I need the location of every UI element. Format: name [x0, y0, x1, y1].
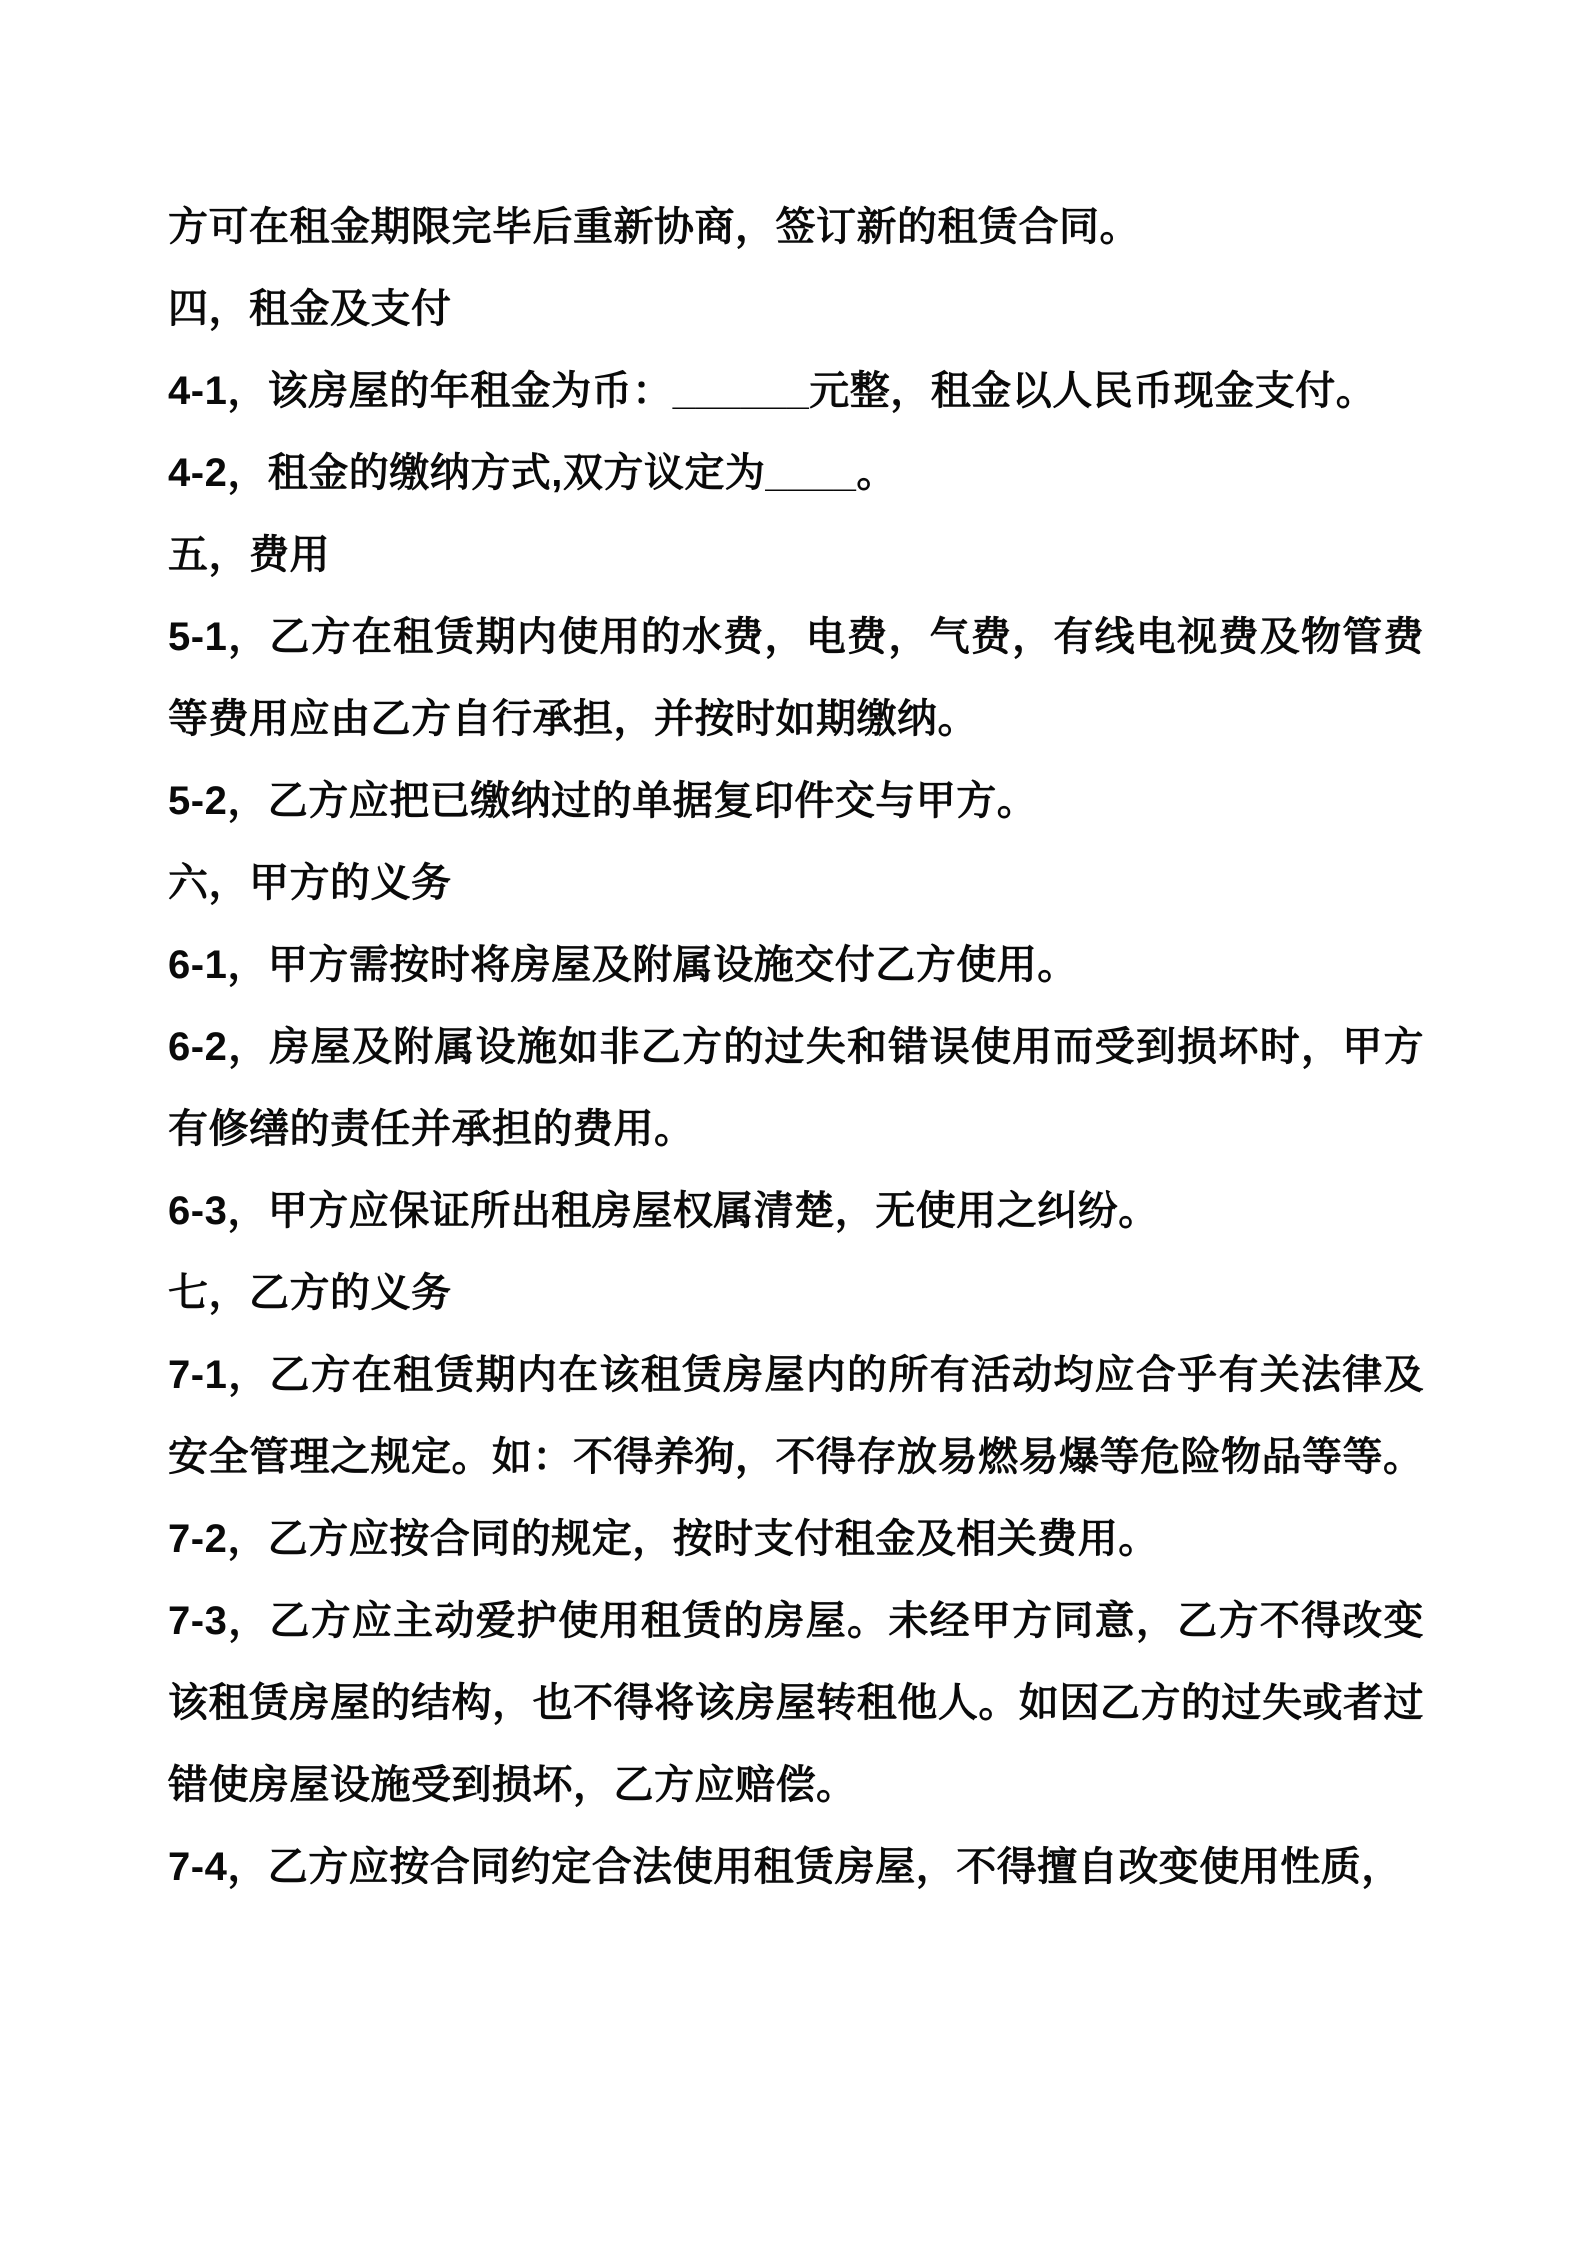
- clause-6-3: 6-3，甲方应保证所出租房屋权属清楚，无使用之纠纷。: [168, 1189, 1159, 1233]
- section-5-heading: 五，费用: [168, 533, 330, 577]
- clause-7-2: 7-2，乙方应按合同的规定，按时支付租金及相关费用。: [168, 1517, 1159, 1561]
- clause-6-1: 6-1，甲方需按时将房屋及附属设施交付乙方使用。: [168, 943, 1078, 987]
- section-4-heading: 四，租金及支付: [168, 287, 452, 331]
- clause-4-1: 4-1，该房屋的年租金为币：______元整，租金以人民币现金支付。: [168, 369, 1377, 413]
- clause-4-2: 4-2，租金的缴纳方式,双方议定为____。: [168, 451, 897, 495]
- clause-5-1: 5-1，乙方在租赁期内使用的水费，电费，气费，有线电视费及物管费等费用应由乙方自行承担，并按时如期缴纳。: [168, 615, 1424, 741]
- clause-7-1: 7-1，乙方在租赁期内在该租赁房屋内的所有活动均应合乎有关法律及安全管理之规定。如：不得养狗，不得存放易燃易爆等危险物品等等。: [168, 1353, 1424, 1479]
- continuation-line: 方可在租金期限完毕后重新协商，签订新的租赁合同。: [168, 205, 1140, 249]
- clause-7-3: 7-3，乙方应主动爱护使用租赁的房屋。未经甲方同意，乙方不得改变该租赁房屋的结构，也不得将该房屋转租他人。如因乙方的过失或者过错使房屋设施受到损坏，乙方应赔偿。: [168, 1599, 1424, 1807]
- section-7-heading: 七，乙方的义务: [168, 1271, 452, 1315]
- clause-7-4: 7-4，乙方应按合同约定合法使用租赁房屋，不得擅自改变使用性质，: [168, 1845, 1402, 1889]
- clause-5-2: 5-2，乙方应把已缴纳过的单据复印件交与甲方。: [168, 779, 1038, 823]
- section-6-heading: 六，甲方的义务: [168, 861, 452, 905]
- contract-body: [168, 186, 1424, 1908]
- clause-6-2: 6-2，房屋及附属设施如非乙方的过失和错误使用而受到损坏时，甲方有修缮的责任并承担的费用。: [168, 1025, 1424, 1151]
